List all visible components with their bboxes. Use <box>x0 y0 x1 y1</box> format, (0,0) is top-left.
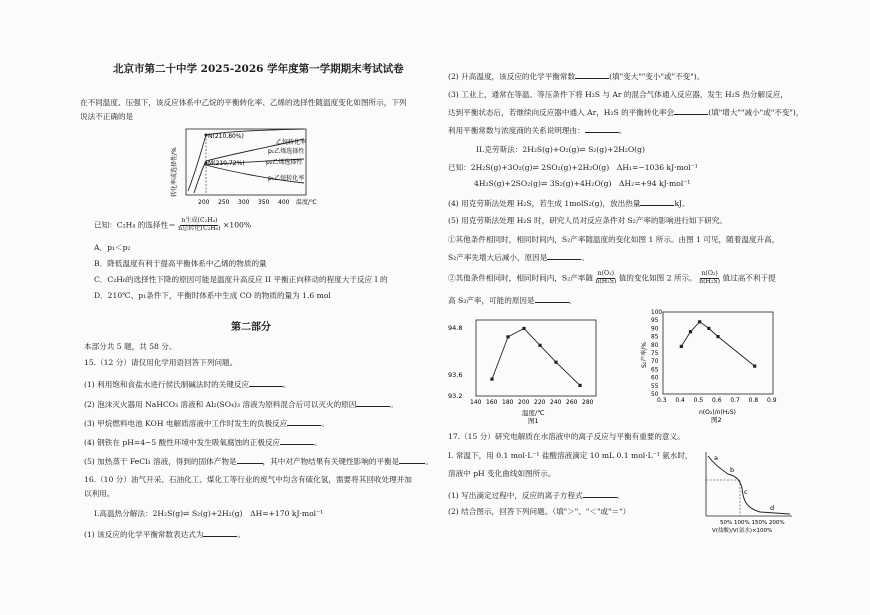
g2-plot-frame <box>663 312 773 394</box>
g3-label-c: c <box>744 488 748 496</box>
q16-item-3-line1: (3) 工业上，通常在等温、等压条件下将 H₂S 与 Ar 的混合气体通入反应器，发生 H₂S 热分解反应， <box>448 90 788 99</box>
answer-blank[interactable] <box>280 437 314 445</box>
g2-series-line <box>681 322 754 366</box>
fig1-x-tick: 400 <box>278 199 290 206</box>
answer-blank[interactable] <box>249 379 283 387</box>
answer-blank[interactable] <box>640 198 674 206</box>
g1-data-point <box>578 384 581 387</box>
g1-y-tick-bottom: 93.2 <box>448 392 463 400</box>
q16-item-1-text: (1) 该反应的化学平衡常数表达式为 <box>84 530 204 539</box>
q15-item-5: (5) 加热蒸干 FeCl₃ 溶液，得到的固体产物是 ，其中对产物结果有关键性影响的平衡是 。 <box>84 457 433 466</box>
g3-label-a: a <box>714 454 718 462</box>
q16-item-2-hint: (填"变大""变小"或"不变")。 <box>609 72 705 81</box>
g2-y-tick: 100 <box>651 310 663 316</box>
g1-x-tick: 140 <box>470 399 482 406</box>
g1-data-point <box>506 335 509 338</box>
question-intro-line1: 在不同温度、压强下，该反应体系中乙烷的平衡转化率、乙烯的选择性随温度变化如图所示，下列 <box>80 98 407 107</box>
q16-item-1: (1) 该反应的化学平衡常数表达式为 。 <box>84 530 246 539</box>
part-two-note: 本部分共 5 题，共 58 分。 <box>84 342 177 351</box>
g3-x-ticks: 50% 100% 150% 200% <box>720 520 785 526</box>
definition-prefix: 已知：C₂H₄ 的选择性＝ <box>94 220 176 230</box>
q16-item-5-1-line2: S₂产率先增大后减小，原因是 。 <box>448 253 589 262</box>
g2-data-point <box>716 335 719 338</box>
g3-x-label: V(盐酸)/V(氨水)×100% <box>712 528 773 534</box>
g1-y-tick-top: 94.8 <box>448 324 463 332</box>
g1-caption: 图1 <box>528 417 539 424</box>
answer-blank[interactable] <box>356 399 390 407</box>
q16-item-5-2-text: ②其他条件相同时，相同时间内，S₂产率随 <box>448 273 593 283</box>
q15-item-5-text: (5) 加热蒸干 FeCl₃ 溶液，得到的固体产物是 <box>84 457 237 466</box>
q15-item-3: (3) 甲烷燃料电池 KOH 电解质溶液中工作时发生的负极反应 。 <box>84 419 329 428</box>
answer-blank[interactable] <box>674 107 708 115</box>
fig1-curve-label-3: p₂乙烯选择性 <box>266 159 303 166</box>
question-intro-line2: 说法不正确的是 <box>80 112 134 121</box>
q16-item-5-2-line2: 高 S₂产率，可能的原因是 。 <box>448 296 577 305</box>
g1-x-tick: 160 <box>486 399 498 406</box>
q16-item-3-reason: 利用平衡常数与浓度商的关系说明理由： <box>448 126 585 135</box>
g2-caption: 图2 <box>711 416 722 424</box>
option-a: A．p₁＜p₂ <box>94 243 131 252</box>
q16-item-3-hint: (填"增大""减小"或"不变")， <box>708 108 804 117</box>
q16-item-2-text: (2) 升高温度，该反应的化学平衡常数 <box>448 72 576 81</box>
q16-item-4-unit: kJ。 <box>674 199 690 208</box>
q16-item-2 <box>448 71 704 81</box>
g2-x-tick: 0.6 <box>712 397 722 404</box>
selectivity-definition <box>94 218 251 233</box>
g1-x-label: 温度/℃ <box>522 409 545 417</box>
titration-curve-figure <box>700 450 800 540</box>
g1-data-point <box>538 344 541 347</box>
q16-item-4-text: (4) 用克劳斯法处理 H₂S，若生成 1molS₂(g)，放出热量 <box>448 199 641 208</box>
g2-y-tick: 70 <box>651 359 659 366</box>
g3-label-b: b <box>730 466 735 474</box>
q16-line-2: 以利用。 <box>84 489 115 498</box>
g2-y-tick: 85 <box>651 334 659 341</box>
g1-data-point <box>554 361 557 364</box>
ratio-fraction <box>595 271 616 286</box>
ratio-numerator: n(O₂) <box>597 270 615 277</box>
q15-item-1: (1) 利用饱和食盐水进行侯氏制碱法时的关键反应 。 <box>84 380 291 389</box>
figure-1-temperature-chart <box>446 314 606 424</box>
g3-label-d: d <box>770 504 775 512</box>
claus-method: II.克劳斯法：2H₂S(g)+O₂(g)⇌ S₂(g)+2H₂O(g) <box>476 145 645 154</box>
definition-suffix: ×100% <box>223 220 252 230</box>
q16-item-5-2-text-c: 值过高不利于提 <box>722 273 776 283</box>
g1-x-tick: 260 <box>566 399 578 406</box>
g2-y-tick: 90 <box>651 326 659 333</box>
fig1-x-tick: 300 <box>238 199 250 206</box>
fraction-numerator: n生成(C₂H₄) <box>181 217 218 224</box>
fig1-x-label: 温度/℃ <box>296 199 317 206</box>
g2-data-point <box>707 327 710 330</box>
fig1-x-tick: 250 <box>218 199 230 206</box>
g2-x-tick: 0.3 <box>657 397 667 404</box>
q17-item-1-text: (1) 写出滴定过程中，反应的离子方程式 <box>448 491 583 500</box>
option-b: B．降低温度有利于提高平衡体系中乙烯的物质的量 <box>94 259 267 268</box>
answer-blank[interactable] <box>237 456 263 464</box>
q16-item-5-2-text-b: 值的变化如图 2 所示。 <box>618 273 697 283</box>
q17-item-2: (2) 结合图示，回答下列问题。（填"＞"、"＜"或"＝"） <box>448 507 631 516</box>
q16-item-5-1-line1: ①其他条件相同时，相同时间内，S₂产率随温度的变化如图 1 所示。由图 1 可见，随着温度升高， <box>448 235 780 244</box>
fig1-label-n: N(210,80%) <box>208 133 244 140</box>
q16-item-5-2-text-d: 高 S₂产率，可能的原因是 <box>448 296 535 305</box>
ratio-denominator: n(H₂S) <box>699 277 721 285</box>
g2-x-tick: 0.4 <box>675 397 685 404</box>
g1-x-tick: 240 <box>550 399 562 406</box>
g2-y-tick: 50 <box>651 392 659 398</box>
q17-part1-line2: 溶液中 pH 变化曲线如图所示。 <box>448 469 556 478</box>
g2-x-tick: 0.8 <box>748 397 759 404</box>
g2-data-point <box>698 320 701 323</box>
q16-item-3-line3: 利用平衡常数与浓度商的关系说明理由： 。 <box>448 126 627 135</box>
q16-item-3-text: 达到平衡状态后，若继续向反应器中通入 Ar，H₂S 的平衡转化率会 <box>448 108 675 117</box>
g1-data-point <box>522 327 525 330</box>
conversion-selectivity-figure <box>168 125 328 210</box>
q16-item-5-1-text: S₂产率先增大后减小，原因是 <box>448 253 548 262</box>
fig1-x-tick: 350 <box>258 199 270 206</box>
q16-item-4 <box>448 198 690 208</box>
ratio-numerator: n(O₂) <box>701 270 718 277</box>
q16-item-3-line2 <box>448 107 803 117</box>
q15-item-2-text: (2) 泡沫灭火器用 NaHCO₃ 溶液和 Al₂(SO₄)₃ 溶液为原料混合后可以灭火的原因 <box>84 400 357 409</box>
answer-blank[interactable] <box>287 418 321 426</box>
g2-x-tick: 0.7 <box>730 397 740 404</box>
q17-part1-line1: I. 常温下，用 0.1 mol·L⁻¹ 盐酸溶液滴定 10 mL 0.1 mol·L⁻¹ 氨水时， <box>448 451 693 460</box>
fig1-curve-label-4: p₁乙烷转化率 <box>268 175 305 182</box>
g2-y-tick: 80 <box>651 342 659 349</box>
q16-line-3: I.高温热分解法：2H₂S(g)⇌ S₂(g)+2H₂(g) ΔH=+170 kJ·mol⁻¹ <box>94 509 324 518</box>
g1-x-tick: 180 <box>502 399 514 406</box>
g1-x-tick: 280 <box>582 399 594 406</box>
part-two-heading: 第二部分 <box>231 322 271 333</box>
q15-item-3-text: (3) 甲烷燃料电池 KOH 电解质溶液中工作时发生的负极反应 <box>84 419 288 428</box>
q15-heading: 15.（12 分）请仅用化学用语回答下列问题。 <box>84 358 238 367</box>
q16-item-5: (5) 用克劳斯法处理 H₂S 时，研究人员对反应条件对 S₂产率的影响进行如下研究。 <box>448 216 727 225</box>
ratio-fraction <box>699 271 720 286</box>
g2-x-tick: 0.9 <box>767 397 777 404</box>
fraction-denominator: n总转化(C₂H₆) <box>178 224 221 232</box>
q15-item-1-text: (1) 利用饱和食盐水进行侯氏制碱法时的关键反应 <box>84 380 250 389</box>
answer-blank[interactable] <box>535 295 569 303</box>
ratio-denominator: n(H₂S) <box>595 277 617 285</box>
exam-title: 北京市第二十中学 2025-2026 学年度第一学期期末考试试卷 <box>113 63 404 75</box>
g2-data-point <box>753 365 756 368</box>
q15-item-4-text: (4) 钢铁在 pH=4~5 酸性环境中发生吸氧腐蚀的正极反应 <box>84 438 281 447</box>
known-reaction-2: 4H₂S(g)+2SO₂(g)⇌ 3S₂(g)+4H₂O(g) ΔH₂=+94 kJ·mol⁻¹ <box>474 179 691 188</box>
g2-x-label: n(O₂)/n(H₂S) <box>699 409 736 416</box>
q16-line-1: 16.（10 分）油气开采、石油化工、煤化工等行业的废气中均含有硫化氢，需要将其回收处理并加 <box>84 475 412 484</box>
g2-y-tick: 75 <box>651 351 659 357</box>
q15-item-4: (4) 钢铁在 pH=4~5 酸性环境中发生吸氧腐蚀的正极反应 。 <box>84 438 322 447</box>
q17-item-1: (1) 写出滴定过程中，反应的离子方程式 。 <box>448 491 625 500</box>
g2-y-tick: 65 <box>651 367 659 374</box>
answer-blank[interactable] <box>583 490 617 498</box>
g2-y-tick: 60 <box>651 375 659 382</box>
answer-blank[interactable] <box>547 252 581 260</box>
q15-item-2: (2) 泡沫灭火器用 NaHCO₃ 溶液和 Al₂(SO₄)₃ 溶液为原料混合后可以灭火的原因 。 <box>84 400 398 409</box>
fig1-y-label: 转化率或选择性/% <box>171 147 178 197</box>
g1-y-tick-mid: 93.6 <box>448 371 463 379</box>
g1-x-tick: 220 <box>534 399 546 406</box>
known-reaction-1: 已知：2H₂S(g)+3O₂(g)⇌ 2SO₂(g)+2H₂O(g) ΔH₁=−1036 kJ·mol⁻¹ <box>448 163 698 172</box>
g2-data-point <box>680 345 683 348</box>
g1-data-point <box>490 378 493 381</box>
answer-blank[interactable] <box>585 125 619 133</box>
g3-titration-curve <box>708 456 790 514</box>
answer-blank[interactable] <box>575 71 609 79</box>
g1-series-line <box>492 328 580 385</box>
g2-y-tick: 55 <box>651 383 659 390</box>
g2-x-tick: 0.5 <box>693 397 704 404</box>
figure-2-ratio-chart <box>637 306 787 424</box>
fig1-label-m: M(210,72%) <box>208 160 245 167</box>
q16-item-5-2-line1 <box>448 271 776 286</box>
selectivity-fraction <box>178 218 220 233</box>
q17-heading: 17.（15 分）研究电解质在水溶液中的离子反应与平衡有重要的意义。 <box>448 432 685 441</box>
option-c: C．C₂H₆的选择性下降的原因可能是温度升高反应 II 平衡正向移动的程度大于反应 I 的 <box>94 275 388 284</box>
q15-item-5b-text: ，其中对产物结果有关键性影响的平衡是 <box>262 457 400 466</box>
fig1-curve-label-2: p₁乙烯选择性 <box>268 148 305 155</box>
g1-x-tick: 200 <box>518 399 530 406</box>
option-d: D．210℃、p₁条件下，平衡时体系中生成 CO 的物质的量为 1.6 mol <box>94 291 331 300</box>
fig1-x-tick: 200 <box>198 199 210 206</box>
g1-plot-frame <box>476 320 596 396</box>
g2-data-point <box>689 330 692 333</box>
g2-y-tick: 95 <box>651 318 659 325</box>
answer-blank[interactable] <box>203 529 237 537</box>
g2-y-label: S₂产率/% <box>641 342 648 368</box>
fig1-curve-label-1: 乙烷转化率 <box>276 139 307 146</box>
answer-blank[interactable] <box>399 456 425 464</box>
